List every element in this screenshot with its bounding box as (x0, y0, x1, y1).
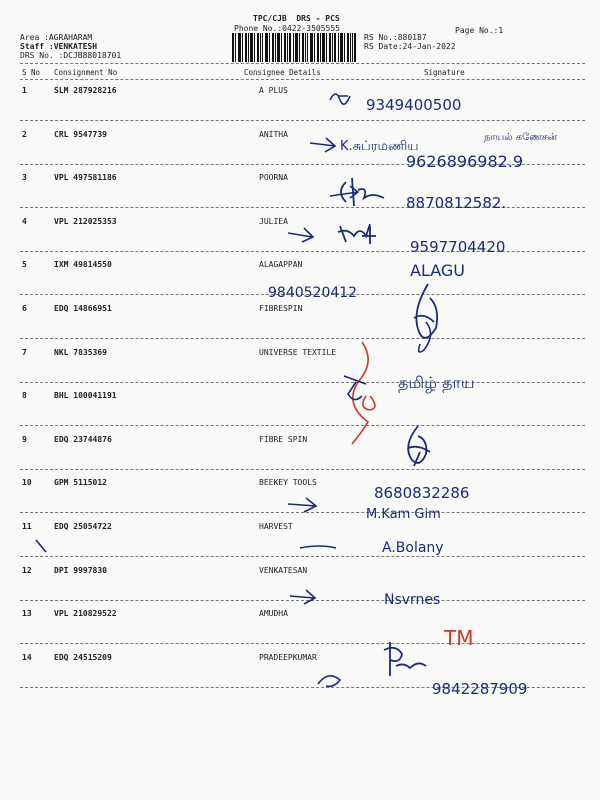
col-consignment: Consignment No (54, 68, 118, 77)
row-consignee-name: HARVEST (259, 522, 293, 531)
row-serial-number: 2 (22, 129, 27, 139)
row-consignee-name: AMUDHA (259, 609, 288, 619)
signature-mark (384, 642, 426, 676)
row-consignee-name: ALAGAPPAN (259, 260, 303, 270)
signature-mark (341, 178, 384, 206)
signature-mark (408, 426, 430, 466)
row-serial-number: 10 (22, 478, 32, 488)
stroke-mark (318, 676, 340, 687)
document-title: TPC/CJB DRS - PCS (253, 14, 340, 23)
hw-r14-initials: TM (444, 626, 474, 650)
row-consignment-number: EDQ 24515209 (54, 652, 112, 662)
row-consignee-name: VENKATESAN (259, 565, 308, 575)
signature-mark (330, 94, 350, 104)
row-serial-number: 9 (22, 434, 27, 444)
hw-r1-phone: 9349400500 (366, 96, 462, 114)
arrow-mark (288, 498, 316, 512)
arrow-mark (310, 138, 335, 152)
row-consignee-name: POORNA (259, 173, 288, 183)
signature-mark (352, 342, 368, 444)
row-consignee-name: UNIVERSE TEXTILE (259, 347, 337, 357)
row-consignment-number: CRL 9547739 (54, 129, 107, 139)
row-consignment-number: VPL 212025353 (54, 216, 117, 226)
phone-number: Phone No.:0422-3505555 (234, 24, 340, 33)
stroke-mark (300, 546, 336, 548)
hw-r10-phone: 8680832286 (374, 484, 470, 502)
staff-field: Staff :VENKATESH (20, 42, 98, 51)
hw-r2-name: K.சுப்ரமணிய (340, 139, 419, 154)
row-consignee-name: FIBRESPIN (259, 304, 303, 313)
row-serial-number: 1 (22, 86, 27, 95)
hw-r7-sign: தமிழ் தாய (398, 373, 475, 392)
area-field: Area :AGRAHARAM (20, 33, 93, 42)
col-signature: Signature (424, 68, 465, 77)
hw-r2-extra: நாயல் கணேசன் (484, 132, 558, 143)
row-serial-number: 8 (22, 391, 27, 401)
row-consignment-number: BHL 100041191 (54, 391, 117, 401)
signature-mark (414, 284, 437, 338)
hw-r10-name: M.Kam Gim (366, 507, 441, 522)
stroke-mark (36, 540, 46, 552)
row-consignment-number: DPI 9997830 (54, 565, 107, 575)
hw-r5-phone: 9840520412 (268, 285, 358, 301)
row-consignment-number: GPM 5115012 (54, 478, 107, 488)
row-consignment-number: EDQ 23744876 (54, 434, 112, 444)
row-serial-number: 12 (22, 565, 32, 575)
hw-r14-phone: 9842287909 (432, 680, 528, 698)
row-consignment-number: NKL 7835369 (54, 347, 107, 357)
col-consignee: Consignee Details (244, 68, 321, 77)
signature-mark (363, 396, 375, 410)
row-serial-number: 4 (22, 216, 27, 226)
row-consignee-name: ANITHA (259, 129, 288, 139)
col-sno: S No (22, 68, 41, 77)
row-consignee-name: FIBRE SPIN (259, 434, 308, 444)
row-consignment-number: IXM 49814550 (54, 260, 112, 270)
row-consignment-number: VPL 210829522 (54, 609, 117, 619)
row-consignment-number: SLM 287928216 (54, 86, 117, 95)
row-serial-number: 14 (22, 652, 32, 662)
row-serial-number: 5 (22, 260, 27, 270)
hw-r5-name: ALAGU (410, 261, 465, 280)
row-consignee-name: A PLUS (259, 86, 288, 95)
row-consignee-name: JULIEA (259, 216, 288, 226)
row-serial-number: 13 (22, 609, 32, 619)
hw-r3-phone: 8870812582. (406, 194, 507, 212)
row-consignee-name: BEEKEY TOOLS (259, 478, 317, 488)
row-serial-number: 7 (22, 347, 27, 357)
row-serial-number: 3 (22, 173, 27, 183)
row-serial-number: 6 (22, 304, 27, 313)
page-number: Page No.:1 (455, 26, 504, 35)
hw-r2-phone: 9626896982.9 (406, 152, 524, 171)
rs-number: RS No.:880187 (364, 33, 427, 42)
arrow-mark (290, 590, 315, 604)
row-consignment-number: EDQ 25054722 (54, 522, 112, 531)
row-serial-number: 11 (22, 522, 32, 531)
hw-r4-phone: 9597704420 (410, 238, 506, 256)
hw-r11-name: A.Bolany (382, 540, 444, 556)
hw-r12-name: Nsvrnes (384, 592, 441, 608)
row-consignment-number: VPL 497581186 (54, 173, 117, 183)
row-consignee-name: PRADEEPKUMAR (259, 652, 317, 662)
row-consignment-number: EDQ 14866951 (54, 304, 112, 313)
drs-number: DRS No. :DCJB88018701 (20, 51, 122, 60)
rs-date: RS Date:24-Jan-2022 (364, 42, 456, 51)
arrow-mark (288, 228, 313, 242)
signature-mark (338, 224, 376, 244)
